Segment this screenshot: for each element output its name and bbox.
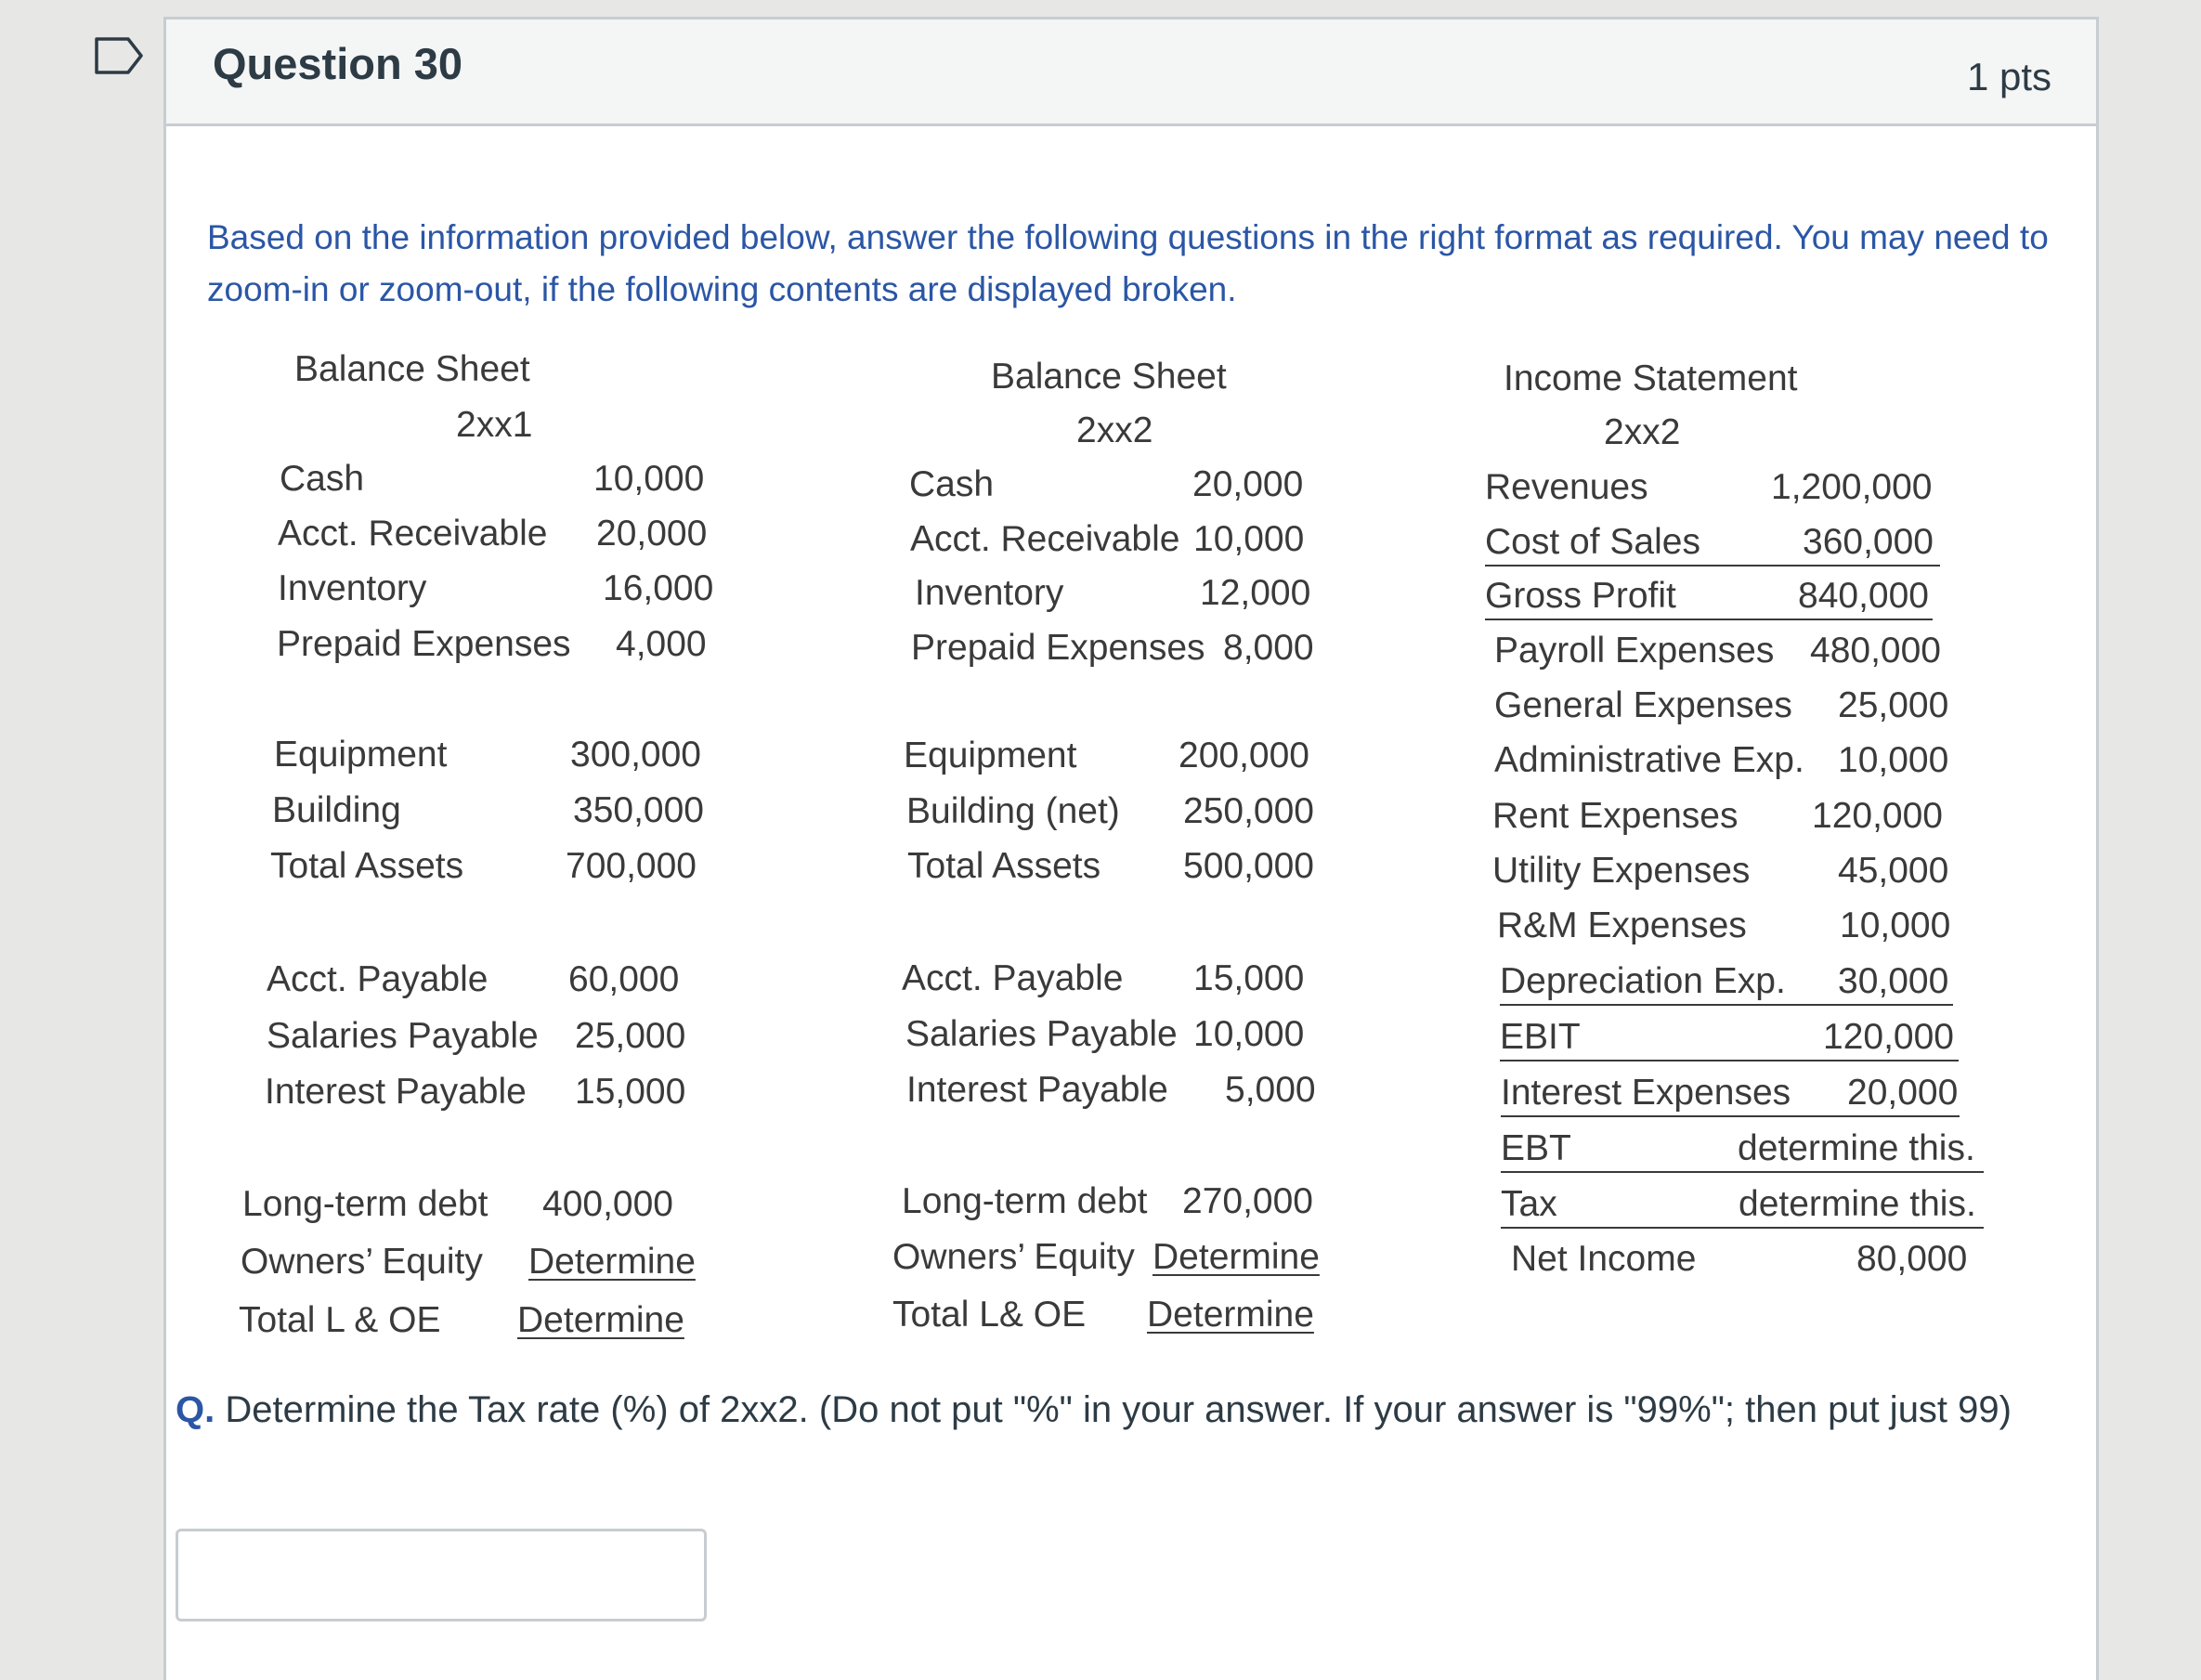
is-label: Cost of Sales [1485, 522, 1700, 562]
is-value: 360,000 [1803, 522, 1934, 562]
bs2-value: 12,000 [1200, 573, 1311, 613]
bs1-value: 700,000 [566, 846, 697, 886]
is-label: EBIT [1500, 1017, 1581, 1057]
is-value: 30,000 [1838, 961, 1949, 1001]
is-value: 20,000 [1847, 1073, 1959, 1113]
is-label: Administrative Exp. [1494, 740, 1804, 780]
bs1-title: Balance Sheet [294, 349, 530, 389]
question-prompt [176, 1389, 2012, 1431]
bs1-label: Long-term debt [242, 1184, 488, 1224]
bs2-label: Prepaid Expenses [911, 628, 1205, 668]
bs2-label: Inventory [915, 573, 1064, 613]
is-value: 840,000 [1798, 576, 1929, 616]
underline-rule [1485, 619, 1933, 620]
is-label: Tax [1501, 1184, 1557, 1224]
is-label: EBT [1501, 1128, 1571, 1168]
is-value: 45,000 [1838, 851, 1949, 891]
bs2-value: 10,000 [1193, 519, 1305, 559]
bs1-value: 15,000 [575, 1072, 686, 1112]
question-card [163, 17, 2099, 1680]
bs1-value: 350,000 [573, 790, 704, 830]
bs2-label: Building (net) [906, 791, 1120, 831]
is-value: 1,200,000 [1771, 467, 1933, 507]
is-value: 120,000 [1823, 1017, 1954, 1057]
is-label: Rent Expenses [1492, 796, 1739, 836]
bs1-label: Acct. Receivable [278, 514, 548, 553]
bs1-label: Equipment [274, 735, 448, 775]
question-intro: Based on the information provided below, answer the following questions in the right format as required. You may need to zoom-in or zoom-out, if the following contents are displayed broken. [207, 218, 2049, 308]
bs2-value: 270,000 [1182, 1181, 1313, 1221]
question-title: Question 30 [213, 39, 463, 88]
question-prompt-text: Determine the Tax rate (%) of 2xx2. (Do not put "%" in your answer. If your answer is "99%"; then put just 99) [225, 1389, 2012, 1430]
is-value: determine this. [1739, 1184, 1976, 1224]
bs1-value: 60,000 [568, 959, 680, 999]
underline-rule [1501, 1227, 1984, 1229]
bs1-value: 4,000 [616, 624, 707, 664]
is-value: 25,000 [1838, 685, 1949, 725]
bs1-value: 20,000 [596, 514, 708, 553]
bs2-label: Cash [909, 464, 995, 504]
is-value: 10,000 [1840, 905, 1951, 945]
is-title: Income Statement [1504, 358, 1798, 398]
answer-input[interactable] [176, 1529, 707, 1621]
is-label: Utility Expenses [1492, 851, 1751, 891]
bookmark-flag-icon[interactable] [93, 35, 145, 76]
underline-rule [1500, 1060, 1959, 1061]
bs1-label: Cash [280, 459, 365, 499]
bs1-label: Interest Payable [265, 1072, 527, 1112]
question-header [166, 20, 2096, 126]
bs2-value: 250,000 [1183, 791, 1314, 831]
bs1-label: Acct. Payable [267, 959, 488, 999]
bs1-value: 25,000 [575, 1016, 686, 1056]
question-points: 1 pts [1966, 55, 2051, 98]
is-label: General Expenses [1494, 685, 1792, 725]
bs1-label: Building [272, 790, 401, 830]
bs1-value: Determine [528, 1242, 696, 1282]
bs2-value: 15,000 [1193, 958, 1305, 998]
is-label: Depreciation Exp. [1500, 961, 1786, 1001]
is-value: 10,000 [1838, 740, 1949, 780]
is-label: Gross Profit [1485, 576, 1676, 616]
is-year: 2xx2 [1604, 412, 1681, 452]
bs2-label: Interest Payable [906, 1070, 1168, 1110]
bs2-value: 20,000 [1192, 464, 1304, 504]
bs2-value: 500,000 [1183, 846, 1314, 886]
bs2-value: Determine [1153, 1237, 1320, 1277]
is-value: 80,000 [1856, 1239, 1968, 1279]
bs1-value: 10,000 [593, 459, 705, 499]
bs1-value: 16,000 [603, 568, 714, 608]
is-label: Interest Expenses [1501, 1073, 1791, 1113]
bs1-value: Determine [517, 1300, 684, 1340]
bs1-label: Prepaid Expenses [277, 624, 571, 664]
bs2-label: Long-term debt [902, 1181, 1148, 1221]
bs2-value: 8,000 [1223, 628, 1314, 668]
bs2-year: 2xx2 [1076, 410, 1153, 450]
bs1-value: 400,000 [542, 1184, 673, 1224]
bs1-label: Inventory [278, 568, 427, 608]
underline-rule [1501, 1115, 1960, 1117]
is-value: 120,000 [1812, 796, 1943, 836]
bs2-label: Acct. Receivable [910, 519, 1180, 559]
underline-rule [1500, 1004, 1953, 1006]
bs1-label: Total L & OE [239, 1300, 441, 1340]
bs2-value: 5,000 [1225, 1070, 1316, 1110]
bs2-label: Acct. Payable [902, 958, 1124, 998]
question-prompt-label: Q. [176, 1389, 215, 1430]
bs1-label: Salaries Payable [267, 1016, 539, 1056]
is-label: R&M Expenses [1497, 905, 1747, 945]
bs2-value: Determine [1147, 1295, 1314, 1335]
bs2-value: 10,000 [1193, 1014, 1305, 1054]
bs2-label: Equipment [904, 736, 1077, 775]
bs1-value: 300,000 [570, 735, 701, 775]
is-label: Payroll Expenses [1494, 631, 1775, 671]
is-label: Net Income [1511, 1239, 1697, 1279]
bs2-value: 200,000 [1179, 736, 1309, 775]
bs2-label: Salaries Payable [905, 1014, 1178, 1054]
underline-rule [1485, 565, 1940, 567]
bs2-label: Owners’ Equity [892, 1237, 1135, 1277]
is-value: determine this. [1738, 1128, 1975, 1168]
is-value: 480,000 [1810, 631, 1941, 671]
bs1-label: Owners’ Equity [241, 1242, 483, 1282]
bs2-label: Total Assets [907, 846, 1101, 886]
bs2-label: Total L& OE [892, 1295, 1087, 1335]
bs1-label: Total Assets [270, 846, 464, 886]
bs2-title: Balance Sheet [991, 357, 1227, 397]
is-label: Revenues [1485, 467, 1648, 507]
underline-rule [1501, 1171, 1984, 1173]
bs1-year: 2xx1 [456, 405, 533, 445]
